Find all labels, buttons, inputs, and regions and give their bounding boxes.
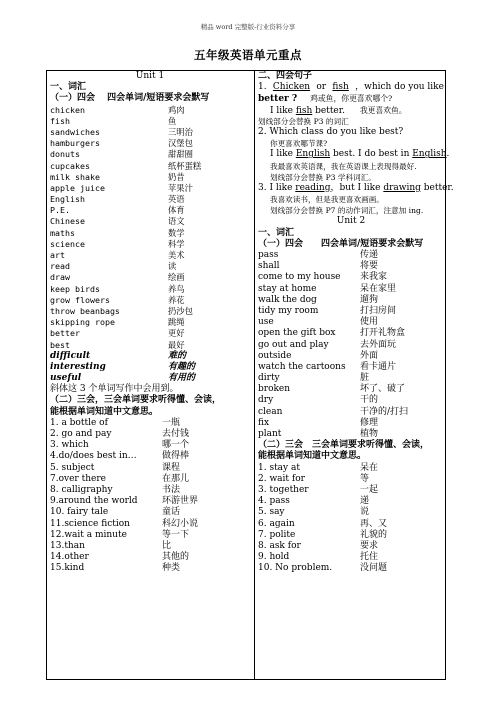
vocab-item-en: shall <box>258 261 280 272</box>
vocab-item-en: dry <box>258 395 274 406</box>
sanhui-item-cn: 要求 <box>360 540 379 551</box>
italic-vocab-item-cn: 有趣的 <box>168 361 196 372</box>
vocab-item-en: milk shake <box>50 171 100 182</box>
vocab-item-cn: 干净的/打扫 <box>360 406 409 417</box>
vocab-item-en: chicken <box>50 104 85 115</box>
s3-note: 划线部分会替换 P7 的动作词汇，注意加 ing. <box>270 206 424 216</box>
s3-u2: drawing <box>383 182 421 193</box>
sanhui-item <box>50 496 250 507</box>
vocab-item-en: tidy my room <box>258 305 319 316</box>
vocab-item-en: P.E. <box>50 205 70 216</box>
unit2-vocab-list <box>258 250 444 440</box>
sanhui-item-cn: 托住 <box>360 552 379 563</box>
sanhui-item-cn: 递 <box>360 496 370 507</box>
vocab-item-en: go out and play <box>258 339 329 350</box>
sanhui-item-cn: 呆在 <box>360 462 379 473</box>
vocab-item-en: pass <box>258 250 279 260</box>
sanhui-item <box>50 563 250 574</box>
page-title: 五年级英语单元重点 <box>194 48 302 62</box>
unit1-heading: Unit 1 <box>135 71 165 81</box>
italic-vocab-item <box>50 351 250 362</box>
vocab-item <box>258 407 444 418</box>
vocab-item-en: apple juice <box>50 182 105 193</box>
vocab-item-en: sandwiches <box>50 126 100 137</box>
sanhui-item-en: 10. No problem. <box>258 563 333 574</box>
sentence2-answer <box>258 149 450 160</box>
unit2-sub-sihui: （一）四会 四会单词/短语要求会默写 <box>258 238 424 249</box>
vocab-item-cn: 英语 <box>168 194 185 205</box>
sanhui-item-cn: 课程 <box>162 462 181 473</box>
sanhui-item-en: 3. which <box>50 440 89 451</box>
vocab-item <box>50 250 250 261</box>
sanhui-item <box>258 496 444 507</box>
vocab-item-cn: 将要 <box>360 261 379 272</box>
vocab-item <box>258 306 444 317</box>
sanhui-item <box>258 530 444 541</box>
vocab-item-en: fish <box>50 115 70 126</box>
vocab-item-en: draw <box>50 272 70 283</box>
vocab-item <box>50 317 250 328</box>
vocab-item-en: use <box>258 317 274 328</box>
sanhui-item-en: 8. calligraphy <box>50 484 113 495</box>
s2-cn: 你更喜欢哪节课? <box>270 139 328 149</box>
vocab-item-cn: 干的 <box>360 395 379 406</box>
s1-ans-cn: 我更喜欢鱼。 <box>359 105 407 115</box>
s1-num: 1. <box>258 82 267 93</box>
sanhui-item-cn: 种类 <box>162 563 181 574</box>
vocab-item-en: walk the dog <box>258 294 317 305</box>
s1-ans-a: I like <box>270 105 296 116</box>
left-column <box>50 71 250 574</box>
s1-cn: 鸡或鱼，你更喜欢哪个? <box>310 94 393 104</box>
sanhui-item-cn: 一瓶 <box>162 417 181 428</box>
unit2-heading: Unit 2 <box>336 216 366 227</box>
sanhui-item-en: 10. fairy tale <box>50 507 109 518</box>
sanhui-item-en: 7.over there <box>50 473 106 484</box>
vocab-item-cn: 呆在家里 <box>360 283 397 294</box>
vocab-item <box>50 272 250 283</box>
unit1-italic-note: 斜体这 3 个单词写作中会用到。 <box>50 384 179 395</box>
sanhui-item <box>50 418 250 429</box>
vocab-item-en: donuts <box>50 149 80 160</box>
vocab-item-en: best <box>50 339 70 350</box>
unit2-sub-sanhui-line2: 能根据单词知道中文意思。 <box>258 451 367 462</box>
s1-better: better ? <box>258 94 298 105</box>
unit1-italic-vocab-list <box>50 351 250 385</box>
sanhui-item <box>258 474 444 485</box>
vocab-item <box>50 105 250 116</box>
sentence3 <box>258 182 454 194</box>
s2-ans-c: . <box>446 149 450 160</box>
vocab-item-cn: 扔沙包 <box>168 305 193 316</box>
s3-b: ，but I like <box>330 182 384 193</box>
s3-c: better. <box>420 182 454 193</box>
sanhui-item-en: 2. wait for <box>258 473 305 484</box>
vocab-item <box>258 373 444 384</box>
sanhui-item-en: 4.do/does best in… <box>50 451 137 462</box>
sanhui-item-cn: 哪一个 <box>162 440 190 451</box>
vocab-item-cn: 使用 <box>360 317 379 328</box>
s3-cn: 我喜欢读书，但是我更喜欢画画。 <box>270 195 384 205</box>
vocab-item <box>50 161 250 172</box>
sanhui-item-cn: 去付钱 <box>162 429 190 439</box>
vocab-item <box>50 172 250 183</box>
vocab-item <box>50 127 250 138</box>
s1-rest: ，which do you like <box>355 82 444 93</box>
vocab-item-en: open the gift box <box>258 328 336 339</box>
sanhui-item <box>50 463 250 474</box>
section-sentences: 二、四会句子 <box>258 71 313 81</box>
vocab-item <box>258 395 444 406</box>
vocab-item <box>50 194 250 205</box>
vocab-item-en: cupcakes <box>50 160 90 171</box>
vocab-item <box>50 328 250 339</box>
s2-note: 划线部分会替换 P3 学科词汇。 <box>270 172 376 182</box>
vocab-item-cn: 更好 <box>168 328 185 339</box>
s1-ans-u: fish <box>295 105 313 116</box>
sanhui-item-cn: 说 <box>360 507 370 518</box>
vocab-item <box>258 418 444 429</box>
vocab-item <box>50 216 250 227</box>
sentence1-answer <box>258 105 444 116</box>
sanhui-item-cn: 等一下 <box>162 529 190 540</box>
vocab-item-en: plant <box>258 429 282 439</box>
sanhui-item-en: 5. say <box>258 507 285 518</box>
vocab-item-en: fix <box>258 417 270 428</box>
sanhui-item-cn: 比 <box>162 540 172 551</box>
sanhui-item-cn: 一起 <box>360 484 379 495</box>
sanhui-item-en: 9.around the world <box>50 496 138 507</box>
s2-ans-b: best. I do best in <box>330 149 413 160</box>
sanhui-item-en: 15.kind <box>50 563 85 574</box>
vocab-item-cn: 打开礼物盒 <box>360 328 406 339</box>
sanhui-item-cn: 在那儿 <box>162 473 190 484</box>
sanhui-item <box>258 519 444 530</box>
sentence1-line1 <box>258 82 444 93</box>
vocab-item-cn: 看卡通片 <box>360 361 397 372</box>
vocab-item-en: English <box>50 194 85 205</box>
vocab-item-cn: 打扫房间 <box>360 305 397 316</box>
unit2-sub-sanhui-line1: （二）三会 三会单词要求听得懂、会读， <box>258 440 430 451</box>
s1-word-chicken: Chicken <box>272 82 311 93</box>
sanhui-item-en: 12.wait a minute <box>50 529 127 540</box>
sanhui-item <box>258 507 444 518</box>
vocab-item <box>258 250 444 261</box>
column-divider <box>254 71 255 679</box>
vocab-item-en: outside <box>258 350 292 361</box>
sanhui-item-en: 2. go and pay <box>50 429 112 439</box>
vocab-item-en: science <box>50 238 85 249</box>
vocab-item-en: broken <box>258 384 291 395</box>
vocab-item <box>50 306 250 317</box>
vocab-item <box>50 138 250 149</box>
sanhui-item-en: 7. polite <box>258 529 296 540</box>
s1-word-fish: fish <box>332 82 349 93</box>
italic-vocab-item <box>50 373 250 384</box>
s1-or: or <box>316 82 327 93</box>
sanhui-item-cn: 没问题 <box>360 563 388 574</box>
vocab-item <box>50 295 250 306</box>
vocab-item-cn: 数学 <box>168 227 185 238</box>
vocab-item-cn: 苹果汁 <box>168 182 193 193</box>
sanhui-item <box>258 541 444 552</box>
sanhui-item-en: 11.science fiction <box>50 518 130 529</box>
sanhui-item <box>50 429 250 440</box>
right-column <box>258 71 454 574</box>
vocab-item-en: art <box>50 250 65 260</box>
vocab-item-cn: 跳绳 <box>168 317 185 328</box>
vocab-item-en: maths <box>50 227 75 238</box>
vocab-item <box>258 272 444 283</box>
sanhui-item <box>258 485 444 496</box>
sanhui-item <box>50 451 250 462</box>
sanhui-item-en: 13.than <box>50 540 85 551</box>
sanhui-item-cn: 童话 <box>162 507 181 518</box>
sanhui-item-en: 6. again <box>258 518 295 529</box>
vocab-item-cn: 纸杯蛋糕 <box>168 160 202 171</box>
vocab-item <box>258 351 444 362</box>
vocab-item-en: stay at home <box>258 283 317 294</box>
vocab-item-cn: 体育 <box>168 205 185 216</box>
vocab-item-cn: 外面 <box>360 350 379 361</box>
s3-a: 3. I like <box>258 182 296 193</box>
sanhui-item <box>258 563 444 574</box>
unit1-section-vocab: 一、词汇 <box>50 82 87 93</box>
s3-u1: reading <box>295 182 331 193</box>
vocab-item-en: Chinese <box>50 216 85 227</box>
vocab-item <box>50 149 250 160</box>
s2-ans-u2: English <box>412 149 447 160</box>
vocab-item <box>258 384 444 395</box>
vocab-item <box>258 328 444 339</box>
vocab-item-en: hamburgers <box>50 138 100 149</box>
vocab-item <box>258 284 444 295</box>
vocab-item-cn: 养鸟 <box>168 283 185 294</box>
vocab-item-en: skipping rope <box>50 317 115 328</box>
vocab-item-cn: 去外面玩 <box>360 339 397 350</box>
unit1-sub-sanhui-line1: （二）三会，三会单词要求听得懂、会读， <box>50 395 222 406</box>
vocab-item-cn: 语文 <box>168 216 185 227</box>
vocab-item <box>50 183 250 194</box>
vocab-item-cn: 最好 <box>168 339 185 350</box>
sentence1-line2 <box>258 93 444 104</box>
italic-vocab-item <box>50 362 250 373</box>
sanhui-item-en: 5. subject <box>50 462 95 473</box>
unit2-sanhui-list <box>258 463 444 575</box>
vocab-item-en: keep birds <box>50 283 100 294</box>
vocab-item-en: dirty <box>258 373 280 384</box>
italic-vocab-item-en: difficult <box>50 350 91 361</box>
s1-note: 划线部分会替换 P3 的词汇 <box>258 116 349 126</box>
sanhui-item <box>50 485 250 496</box>
s2-ans-a: I like <box>270 149 296 160</box>
sanhui-item-cn: 礼貌的 <box>360 529 388 540</box>
sanhui-item-en: 14.other <box>50 552 89 563</box>
vocab-item <box>258 429 444 440</box>
sentence2: 2. Which class do you like best? <box>258 126 404 137</box>
unit1-sub-sanhui-line2: 能根据单词知道中文意思。 <box>50 406 159 417</box>
s1-ans-b: better. <box>312 105 345 116</box>
italic-vocab-item-en: interesting <box>50 361 106 372</box>
vocab-item <box>50 284 250 295</box>
header-note: 精品 word 完整版-行业资料分享 <box>200 23 296 31</box>
vocab-item-cn: 科学 <box>168 238 185 249</box>
sanhui-item-cn: 环游世界 <box>162 496 199 507</box>
vocab-item <box>258 340 444 351</box>
vocab-item-cn: 传递 <box>360 250 379 260</box>
document-table <box>46 70 454 680</box>
vocab-item-cn: 鱼 <box>168 115 177 126</box>
sanhui-item-en: 1. a bottle of <box>50 417 108 428</box>
sanhui-item <box>50 519 250 530</box>
vocab-item-cn: 植物 <box>360 429 379 439</box>
vocab-item-en: come to my house <box>258 272 341 283</box>
unit1-sanhui-list <box>50 418 250 575</box>
sanhui-item-cn: 再、又 <box>360 518 388 529</box>
sanhui-item <box>258 463 444 474</box>
vocab-item-cn: 三明治 <box>168 126 193 137</box>
vocab-item-cn: 脏 <box>360 373 370 384</box>
vocab-item <box>50 205 250 216</box>
vocab-item-cn: 修理 <box>360 417 379 428</box>
sanhui-item-cn: 科幻小说 <box>162 518 199 529</box>
vocab-item-cn: 美术 <box>168 250 185 260</box>
vocab-item-cn: 奶昔 <box>168 171 185 182</box>
sanhui-item-en: 8. ask for <box>258 540 301 551</box>
vocab-item <box>258 362 444 373</box>
sanhui-item <box>50 474 250 485</box>
sanhui-item <box>50 530 250 541</box>
s2-ans-u1: English <box>295 149 331 160</box>
s2-ans-cn: 我最喜欢英语课，我在英语课上表现得最好. <box>270 161 417 171</box>
italic-vocab-item-en: useful <box>50 373 82 384</box>
italic-vocab-item-cn: 难的 <box>168 350 187 361</box>
sanhui-item <box>50 541 250 552</box>
sanhui-item-en: 3. together <box>258 484 309 495</box>
vocab-item-cn: 来我家 <box>360 272 388 283</box>
vocab-item-cn: 遛狗 <box>360 294 379 305</box>
vocab-item <box>50 261 250 272</box>
vocab-item-en: better <box>50 328 80 339</box>
vocab-item-en: throw beanbags <box>50 305 120 316</box>
sanhui-item-cn: 其他的 <box>162 552 190 563</box>
sanhui-item-cn: 等 <box>360 473 370 484</box>
vocab-item <box>50 228 250 239</box>
unit1-sub-sihui: （一）四会 四会单词/短语要求会默写 <box>50 93 210 104</box>
vocab-item-en: clean <box>258 406 283 417</box>
sanhui-item-cn: 做得棒 <box>162 451 190 462</box>
vocab-item <box>258 261 444 272</box>
sanhui-item <box>258 552 444 563</box>
sanhui-item-cn: 书法 <box>162 484 181 495</box>
italic-vocab-item-cn: 有用的 <box>168 373 196 384</box>
sanhui-item <box>50 552 250 563</box>
vocab-item-cn: 汉堡包 <box>168 138 193 149</box>
sanhui-item <box>50 507 250 518</box>
vocab-item-en: read <box>50 261 70 272</box>
vocab-item-en: watch the cartoons <box>258 361 346 372</box>
vocab-item <box>50 116 250 127</box>
vocab-item-cn: 养花 <box>168 294 185 305</box>
vocab-item-cn: 读 <box>168 261 177 272</box>
sanhui-item-en: 9. hold <box>258 552 290 563</box>
vocab-item-en: grow flowers <box>50 294 110 305</box>
vocab-item-cn: 绘画 <box>168 272 185 283</box>
vocab-item-cn: 甜甜圈 <box>168 149 193 160</box>
sanhui-item <box>50 440 250 451</box>
vocab-item <box>50 239 250 250</box>
unit2-section-vocab: 一、词汇 <box>258 227 295 238</box>
vocab-item-cn: 鸡肉 <box>168 104 185 115</box>
sanhui-item-en: 4. pass <box>258 496 290 507</box>
vocab-item <box>50 340 250 351</box>
unit1-vocab-list <box>50 105 250 351</box>
sanhui-item-en: 1. stay at <box>258 462 300 473</box>
vocab-item <box>258 295 444 306</box>
vocab-item-cn: 坏了、破了 <box>360 384 406 395</box>
vocab-item <box>258 317 444 328</box>
